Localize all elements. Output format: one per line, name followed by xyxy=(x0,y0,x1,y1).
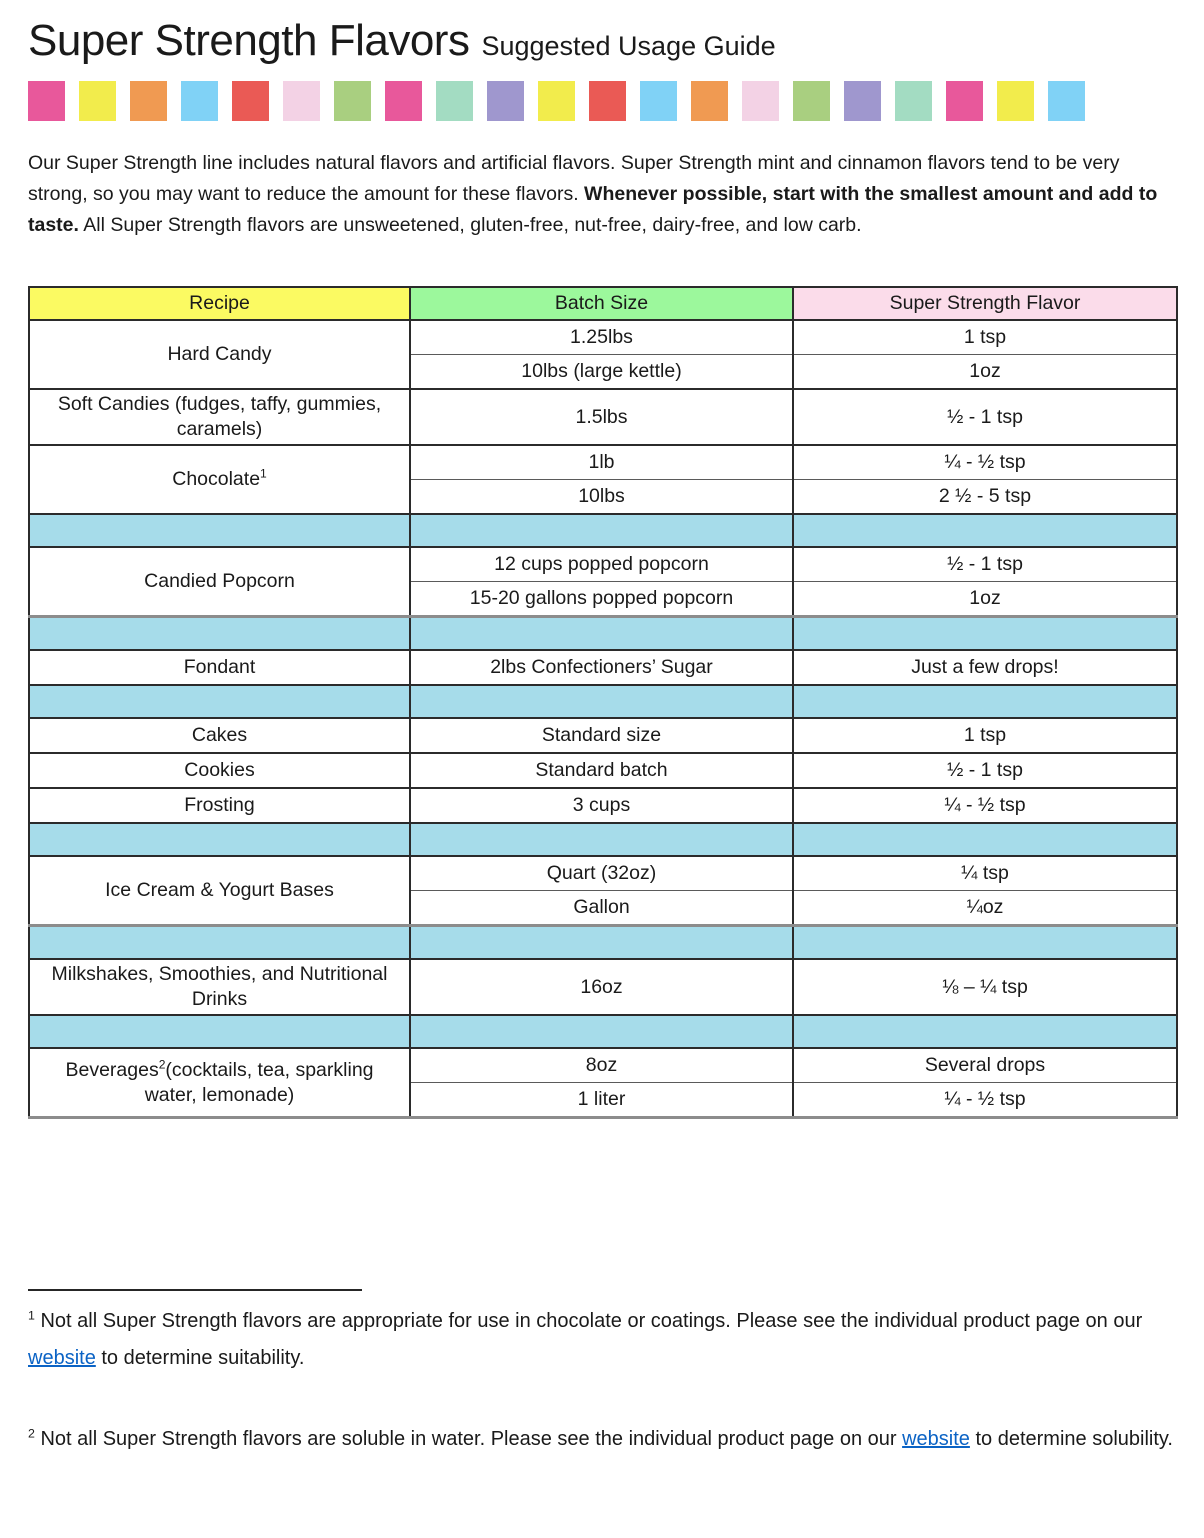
separator-cell xyxy=(410,685,793,718)
recipe-cell: Chocolate$^1$ xyxy=(29,445,410,514)
flavor-cell: ¼ - ½ tsp xyxy=(793,1083,1177,1118)
color-square xyxy=(79,81,116,121)
batch-size-cell: 3 cups xyxy=(410,788,793,823)
batch-size-cell: 1lb xyxy=(410,445,793,480)
recipe-cell: Cakes xyxy=(29,718,410,753)
batch-size-cell: 16oz xyxy=(410,959,793,1015)
batch-size-cell: Standard size xyxy=(410,718,793,753)
separator-cell xyxy=(793,685,1177,718)
flavor-cell: ½ - 1 tsp xyxy=(793,547,1177,582)
color-square xyxy=(181,81,218,121)
table-row xyxy=(29,788,1177,823)
footnote-1-text: Not all Super Strength flavors are appropriate for use in chocolate or coatings. Please see the individual product page on our xyxy=(34,1310,1143,1332)
color-square xyxy=(538,81,575,121)
recipe-cell: Beverages$^2$(cocktails, tea, sparkling water, lemonade) xyxy=(29,1048,410,1118)
color-square xyxy=(895,81,932,121)
batch-size-cell: 10lbs (large kettle) xyxy=(410,355,793,390)
footnote-1 xyxy=(28,1303,1178,1377)
table-row xyxy=(29,1048,1177,1083)
footnote-2-text: Not all Super Strength flavors are soluble in water. Please see the individual product page on our xyxy=(34,1428,903,1450)
color-square xyxy=(793,81,830,121)
flavor-cell: Several drops xyxy=(793,1048,1177,1083)
batch-size-cell: Standard batch xyxy=(410,753,793,788)
flavor-cell: 1 tsp xyxy=(793,718,1177,753)
separator-cell xyxy=(29,1015,410,1048)
batch-size-cell: 1.5lbs xyxy=(410,389,793,445)
separator-cell xyxy=(29,926,410,960)
color-square xyxy=(844,81,881,121)
color-square xyxy=(997,81,1034,121)
flavor-cell: 2 ½ - 5 tsp xyxy=(793,480,1177,515)
separator-cell xyxy=(29,617,410,651)
color-square xyxy=(385,81,422,121)
footnote-2 xyxy=(28,1421,1178,1458)
color-square xyxy=(28,81,65,121)
flavor-cell: 1oz xyxy=(793,355,1177,390)
separator-cell xyxy=(793,823,1177,856)
color-square xyxy=(1048,81,1085,121)
flavor-cell: ½ - 1 tsp xyxy=(793,753,1177,788)
footnote-2-marker: 2 xyxy=(28,1426,35,1441)
separator-cell xyxy=(410,514,793,547)
table-row xyxy=(29,389,1177,445)
flavor-cell: 1oz xyxy=(793,582,1177,617)
separator-cell xyxy=(793,514,1177,547)
flavor-cell: Just a few drops! xyxy=(793,650,1177,685)
footnote-marker: 2 xyxy=(158,1057,166,1071)
page-title xyxy=(28,16,1176,66)
intro-text-1: Our Super Strength line includes natural flavors and artificial flavors. Super Strength mint and cinnamon flavors tend to be very strong, so you may want to reduce the amount for these flavors. xyxy=(28,152,1120,205)
batch-size-cell: Gallon xyxy=(410,891,793,926)
table-row xyxy=(29,320,1177,355)
title-main: Super Strength Flavors xyxy=(28,16,470,65)
color-square xyxy=(334,81,371,121)
intro-paragraph xyxy=(28,148,1180,241)
color-square xyxy=(742,81,779,121)
recipe-cell: Hard Candy xyxy=(29,320,410,389)
footnote-1-marker: 1 xyxy=(28,1308,35,1323)
separator-row xyxy=(29,926,1177,960)
batch-size-cell: 15-20 gallons popped popcorn xyxy=(410,582,793,617)
flavor-cell: ⅛ – ¼ tsp xyxy=(793,959,1177,1015)
separator-cell xyxy=(410,823,793,856)
flavor-cell: ¼ - ½ tsp xyxy=(793,445,1177,480)
recipe-cell: Candied Popcorn xyxy=(29,547,410,617)
title-subtitle: Suggested Usage Guide xyxy=(481,31,776,61)
table-row xyxy=(29,547,1177,582)
color-square xyxy=(130,81,167,121)
separator-cell xyxy=(793,1015,1177,1048)
separator-cell xyxy=(410,617,793,651)
table-row xyxy=(29,445,1177,480)
intro-text-bold: Whenever possible, start with the smallest amount and add to taste. xyxy=(28,183,1158,236)
footnote-2-text-end: to determine solubility. xyxy=(969,1428,1173,1450)
footnote-separator xyxy=(28,1289,362,1291)
table-header-row xyxy=(29,287,1177,320)
recipe-cell: Frosting xyxy=(29,788,410,823)
color-square xyxy=(946,81,983,121)
color-square xyxy=(487,81,524,121)
color-square xyxy=(691,81,728,121)
recipe-cell: Cookies xyxy=(29,753,410,788)
recipe-cell: Soft Candies (fudges, taffy, gummies, caramels) xyxy=(29,389,410,445)
usage-table xyxy=(28,286,1178,1119)
footnote-1-text-end: to determine suitability. xyxy=(95,1347,305,1369)
batch-size-cell: 8oz xyxy=(410,1048,793,1083)
color-strip xyxy=(28,81,1176,121)
table-row xyxy=(29,753,1177,788)
separator-row xyxy=(29,1015,1177,1048)
flavor-cell: ¼oz xyxy=(793,891,1177,926)
table-body xyxy=(29,320,1177,1118)
flavor-cell: ¼ tsp xyxy=(793,856,1177,891)
separator-cell xyxy=(29,823,410,856)
batch-size-cell: 12 cups popped popcorn xyxy=(410,547,793,582)
table-row xyxy=(29,718,1177,753)
color-square xyxy=(232,81,269,121)
column-header: Super Strength Flavor xyxy=(793,287,1177,320)
separator-cell xyxy=(793,926,1177,960)
separator-row xyxy=(29,617,1177,651)
flavor-cell: ¼ - ½ tsp xyxy=(793,788,1177,823)
separator-cell xyxy=(410,926,793,960)
recipe-cell: Fondant xyxy=(29,650,410,685)
color-square xyxy=(640,81,677,121)
separator-row xyxy=(29,823,1177,856)
color-square xyxy=(436,81,473,121)
separator-cell xyxy=(29,685,410,718)
separator-cell xyxy=(410,1015,793,1048)
color-square xyxy=(283,81,320,121)
batch-size-cell: 1 liter xyxy=(410,1083,793,1118)
batch-size-cell: 1.25lbs xyxy=(410,320,793,355)
table-row xyxy=(29,856,1177,891)
flavor-cell: 1 tsp xyxy=(793,320,1177,355)
website-link-1[interactable]: website xyxy=(28,1347,96,1369)
table-row xyxy=(29,959,1177,1015)
separator-cell xyxy=(29,514,410,547)
separator-row xyxy=(29,514,1177,547)
batch-size-cell: Quart (32oz) xyxy=(410,856,793,891)
column-header: Batch Size xyxy=(410,287,793,320)
recipe-cell: Milkshakes, Smoothies, and Nutritional Drinks xyxy=(29,959,410,1015)
table-row xyxy=(29,650,1177,685)
batch-size-cell: 2lbs Confectioners’ Sugar xyxy=(410,650,793,685)
separator-cell xyxy=(793,617,1177,651)
intro-text-2: All Super Strength flavors are unsweetened, gluten-free, nut-free, dairy-free, and low carb. xyxy=(78,214,862,236)
color-square xyxy=(589,81,626,121)
flavor-cell: ½ - 1 tsp xyxy=(793,389,1177,445)
column-header: Recipe xyxy=(29,287,410,320)
recipe-cell: Ice Cream & Yogurt Bases xyxy=(29,856,410,926)
batch-size-cell: 10lbs xyxy=(410,480,793,515)
footnote-marker: 1 xyxy=(260,466,267,481)
website-link-2[interactable]: website xyxy=(902,1428,970,1450)
separator-row xyxy=(29,685,1177,718)
